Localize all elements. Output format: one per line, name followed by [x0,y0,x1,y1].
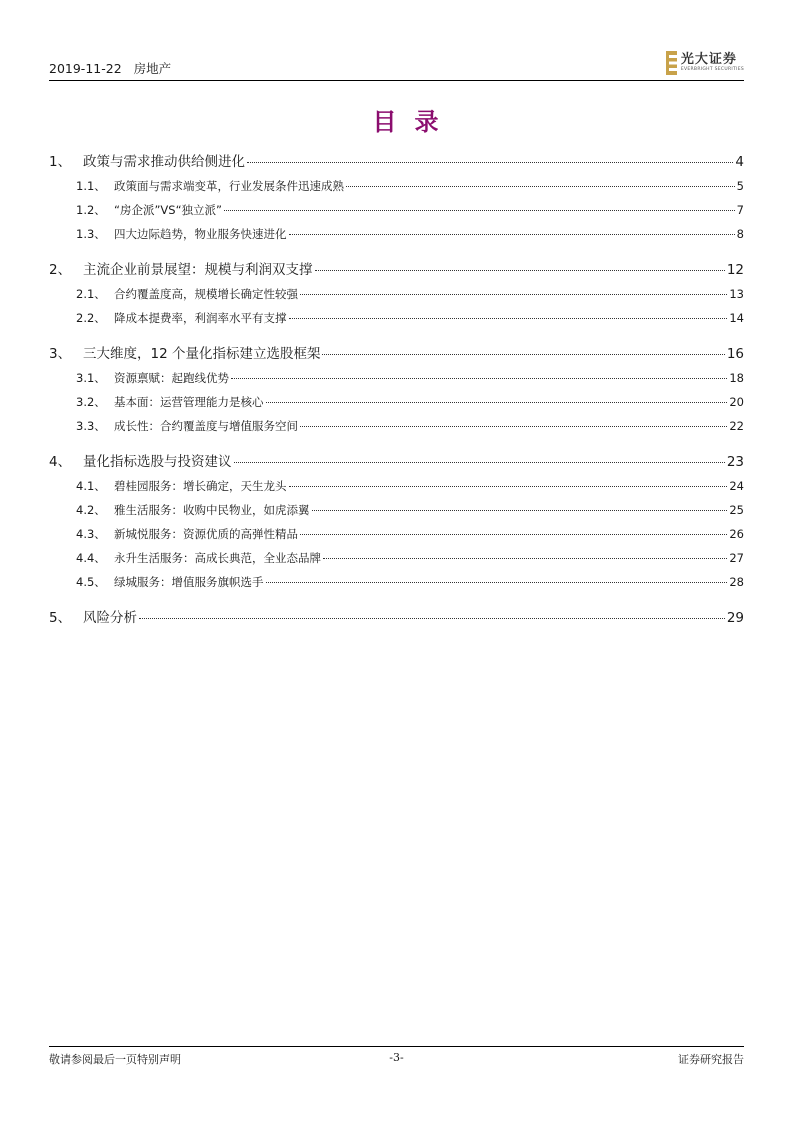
toc-entry-title: 成长性：合约覆盖度与增值服务空间 [114,419,298,433]
logo-mark-icon [666,51,677,75]
toc-leader-dots [289,318,728,319]
toc-entry-title: 主流企业前景展望：规模与利润双支撑 [83,262,313,278]
footer-report-type: 证券研究报告 [678,1053,744,1066]
toc-entry-number: 1.3、 [76,227,106,241]
toc-entry-title: 绿城服务：增值服务旗帜选手 [114,575,264,589]
toc-leader-dots [139,618,725,619]
header-meta [49,59,171,77]
toc-leader-dots [234,462,725,463]
toc-entry[interactable] [49,418,744,436]
toc-entry-page: 16 [726,346,744,362]
toc-entry[interactable] [49,310,744,328]
toc-entry-page: 14 [729,311,744,325]
page-title: 目录 [372,108,457,136]
toc-leader-dots [231,378,727,379]
toc-leader-dots [346,186,735,187]
toc-entry[interactable] [49,394,744,412]
toc-entry[interactable] [49,606,744,626]
header-divider [49,80,744,81]
toc-entry-number: 4.1、 [76,479,106,493]
toc-entry-number: 2.1、 [76,287,106,301]
page-number: -3- [389,1051,404,1064]
toc-entry[interactable] [49,226,744,244]
toc-entry-page: 27 [729,551,744,565]
toc-entry-number: 1.1、 [76,179,106,193]
toc-entry[interactable] [49,526,744,544]
toc-leader-dots [300,294,727,295]
logo-cn-text: 光大证券 [680,52,737,67]
toc-entry-number: 3.3、 [76,419,106,433]
toc-entry-number: 4、 [49,454,72,470]
logo-en-text: EVERBRIGHT SECURITIES [680,67,744,72]
toc-leader-dots [266,582,728,583]
toc-entry[interactable] [49,478,744,496]
toc-entry-page: 7 [736,203,744,217]
toc-entry[interactable] [49,286,744,304]
toc-entry-page: 13 [729,287,744,301]
toc-entry[interactable] [49,450,744,470]
toc-leader-dots [323,558,727,559]
toc-entry-number: 3.2、 [76,395,106,409]
toc-entry-title: 量化指标选股与投资建议 [83,454,232,470]
footer-divider [49,1046,744,1047]
toc-entry-title: 政策面与需求端变革，行业发展条件迅速成熟 [114,179,344,193]
toc-entry-number: 1.2、 [76,203,106,217]
toc-entry-title: 基本面：运营管理能力是核心 [114,395,264,409]
toc-entry-number: 4.5、 [76,575,106,589]
toc-entry-number: 4.3、 [76,527,106,541]
toc-entry-number: 2、 [49,262,72,278]
toc-entry[interactable] [49,258,744,278]
toc-entry-page: 18 [729,371,744,385]
everbright-logo [666,49,744,77]
toc-entry-page: 26 [729,527,744,541]
toc-leader-dots [289,234,735,235]
toc-entry-title: 资源禀赋：起跑线优势 [114,371,229,385]
toc-entry[interactable] [49,370,744,388]
toc-entry-title: 政策与需求推动供给侧进化 [83,154,245,170]
toc-entry-page: 28 [729,575,744,589]
toc-entry-title: 四大边际趋势，物业服务快速进化 [114,227,287,241]
toc-leader-dots [322,354,724,355]
toc-entry-title: 合约覆盖度高，规模增长确定性较强 [114,287,298,301]
toc-entry-page: 12 [726,262,744,278]
toc-entry-number: 4.4、 [76,551,106,565]
toc-entry[interactable] [49,342,744,362]
toc-entry-number: 5、 [49,610,72,626]
toc-leader-dots [224,210,735,211]
toc-entry-page: 20 [729,395,744,409]
toc-entry-title: 碧桂园服务：增长确定，天生龙头 [114,479,287,493]
toc-entry[interactable] [49,550,744,568]
toc-entry-number: 3、 [49,346,72,362]
toc-entry[interactable] [49,150,744,170]
toc-entry-title: 新城悦服务：资源优质的高弹性精品 [114,527,298,541]
toc-entry-page: 29 [726,610,744,626]
toc-entry-page: 24 [729,479,744,493]
toc-entry[interactable] [49,502,744,520]
toc-entry[interactable] [49,178,744,196]
toc-entry-number: 1、 [49,154,72,170]
toc-entry-title: 雅生活服务：收购中民物业，如虎添翼 [114,503,310,517]
industry-label: 房地产 [133,61,172,76]
toc-entry-title: 永升生活服务：高成长典范，全业态品牌 [114,551,321,565]
toc-leader-dots [312,510,728,511]
toc-leader-dots [289,486,728,487]
page-header [49,52,744,81]
footer-disclaimer: 敬请参阅最后一页特别声明 [49,1053,181,1066]
toc-leader-dots [247,162,733,163]
toc-entry-page: 8 [736,227,744,241]
toc-entry-page: 4 [735,154,744,170]
toc-leader-dots [266,402,728,403]
toc-leader-dots [300,426,727,427]
toc-entry-title: 风险分析 [83,610,137,626]
toc-entry[interactable] [49,574,744,592]
toc-entry-number: 2.2、 [76,311,106,325]
toc-entry-page: 5 [736,179,744,193]
toc-leader-dots [300,534,727,535]
toc-entry-page: 22 [729,419,744,433]
report-date: 2019-11-22 [49,61,122,76]
toc-entry-title: 降成本提费率，利润率水平有支撑 [114,311,287,325]
toc-entry-number: 3.1、 [76,371,106,385]
toc-entry-title: 三大维度，12 个量化指标建立选股框架 [83,346,321,362]
toc-leader-dots [315,270,725,271]
toc-entry-title: “房企派”VS“独立派” [114,203,222,217]
toc-entry-page: 23 [726,454,744,470]
toc-entry-page: 25 [729,503,744,517]
toc-entry-number: 4.2、 [76,503,106,517]
toc-entry[interactable] [49,202,744,220]
